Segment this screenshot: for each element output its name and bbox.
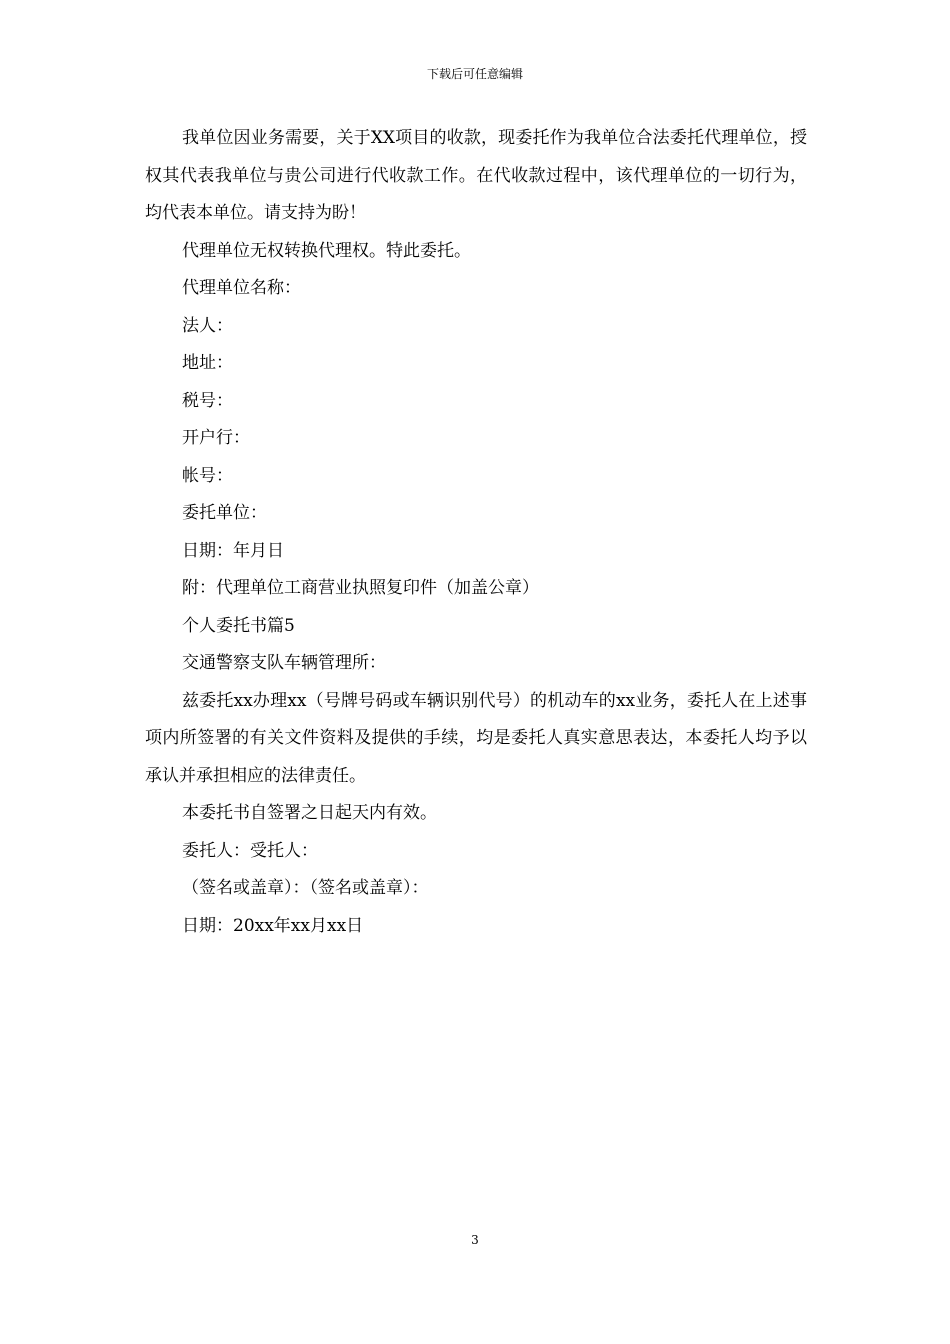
paragraph-no-transfer: 代理单位无权转换代理权。特此委托。: [182, 240, 471, 261]
paragraph-authorization: 我单位因业务需要，关于XX项目的收款，现委托作为我单位合法委托代理单位，授权其代表我单位与贵公司进行代收款工作。在代收款过程中，该代理单位的一切行为，均代表本单位。请支持为盼！: [145, 128, 807, 223]
page-header: 下载后可任意编辑: [426, 67, 523, 81]
field-sign-date: 日期：20xx年xx月xx日: [182, 915, 364, 936]
field-legal-person: 法人：: [182, 315, 233, 336]
field-signatures: （签名或盖章）：（签名或盖章）：: [182, 878, 429, 898]
page-number: 3: [471, 1233, 479, 1247]
field-principal-unit: 委托单位：: [182, 503, 267, 523]
field-address: 地址：: [182, 353, 233, 373]
field-bank: 开户行：: [182, 428, 250, 448]
field-account: 帐号：: [182, 465, 233, 486]
field-tax-number: 税号：: [182, 390, 233, 411]
field-principal-agent: 委托人：受托人：: [182, 840, 318, 861]
field-agent-name: 代理单位名称：: [182, 278, 301, 298]
paragraph-vehicle-entrust: 兹委托xx办理xx（号牌号码或车辆识别代号）的机动车的xx业务，委托人在上述事项内所签署的有关文件资料及提供的手续，均是委托人真实意思表达，本委托人均予以承认并承担相应的法律责任。: [145, 690, 807, 786]
section-title: 个人委托书篇5: [182, 615, 295, 636]
document-body: [145, 120, 807, 945]
paragraph-validity: 本委托书自签署之日起天内有效。: [182, 803, 437, 823]
attachment-note: 附：代理单位工商营业执照复印件（加盖公章）: [182, 578, 539, 598]
addressee: 交通警察支队车辆管理所：: [182, 653, 386, 673]
field-date: 日期：年月日: [182, 540, 284, 561]
